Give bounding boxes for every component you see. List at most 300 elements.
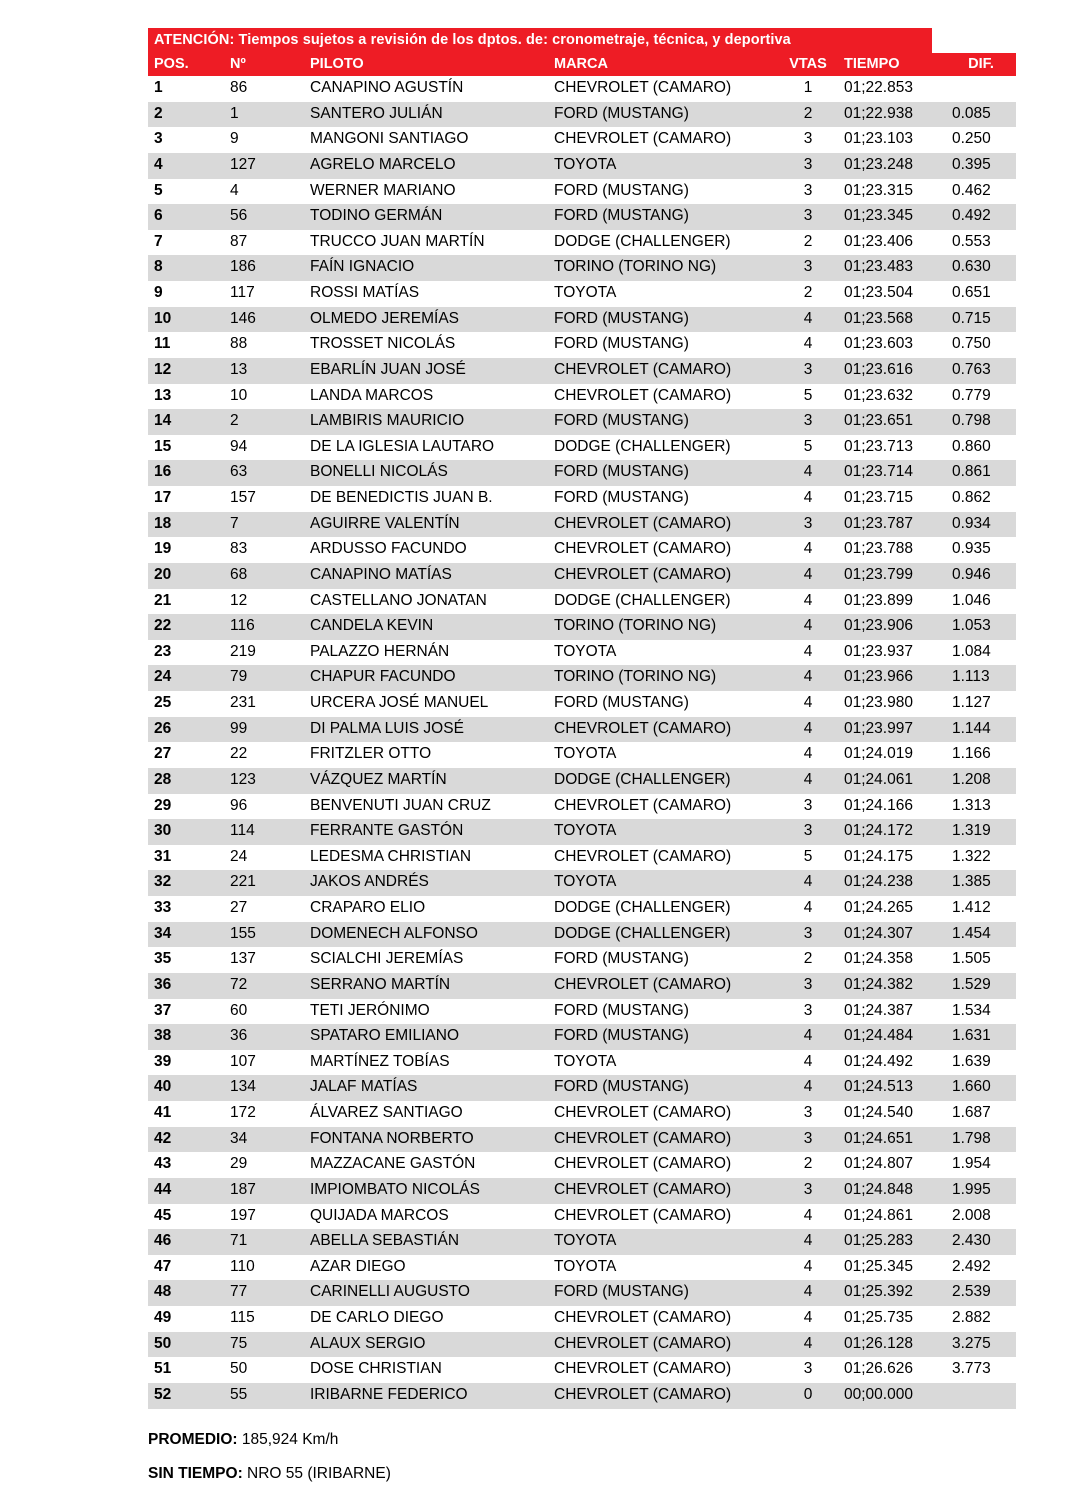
cell-pos: 24 [148,665,224,691]
sin-tiempo-value: NRO 55 (IRIBARNE) [247,1464,391,1482]
table-row [148,794,1016,820]
sin-tiempo-label: SIN TIEMPO: [148,1464,243,1482]
cell-marca: DODGE (CHALLENGER) [548,589,778,615]
cell-marca: TORINO (TORINO NG) [548,614,778,640]
cell-marca: CHEVROLET (CAMARO) [548,512,778,538]
cell-pos: 11 [148,332,224,358]
cell-vtas: 4 [778,665,838,691]
cell-marca: TOYOTA [548,640,778,666]
cell-dif: 1.046 [946,589,1016,615]
table-row [148,409,1016,435]
cell-piloto: MARTÍNEZ TOBÍAS [304,1050,548,1076]
cell-num: 75 [224,1332,304,1358]
cell-tiempo: 01;24.513 [838,1075,946,1101]
cell-pos: 37 [148,999,224,1025]
cell-pos: 40 [148,1075,224,1101]
cell-vtas: 4 [778,1075,838,1101]
cell-num: 197 [224,1204,304,1230]
cell-piloto: EBARLÍN JUAN JOSÉ [304,358,548,384]
cell-num: 99 [224,717,304,743]
cell-dif: 0.651 [946,281,1016,307]
cell-tiempo: 01;23.715 [838,486,946,512]
cell-marca: CHEVROLET (CAMARO) [548,384,778,410]
cell-vtas: 3 [778,512,838,538]
cell-vtas: 3 [778,127,838,153]
cell-marca: FORD (MUSTANG) [548,179,778,205]
cell-dif: 2.430 [946,1229,1016,1255]
cell-num: 117 [224,281,304,307]
cell-tiempo: 01;25.283 [838,1229,946,1255]
table-body [148,76,1016,1409]
table-row [148,1024,1016,1050]
cell-dif: 1.208 [946,768,1016,794]
cell-pos: 47 [148,1255,224,1281]
cell-num: 221 [224,870,304,896]
cell-vtas: 4 [778,640,838,666]
table-row [148,204,1016,230]
cell-num: 68 [224,563,304,589]
cell-dif: 1.631 [946,1024,1016,1050]
cell-dif: 0.630 [946,255,1016,281]
cell-pos: 48 [148,1280,224,1306]
cell-vtas: 4 [778,691,838,717]
cell-dif: 2.008 [946,1204,1016,1230]
cell-dif: 0.934 [946,512,1016,538]
cell-pos: 3 [148,127,224,153]
cell-pos: 52 [148,1383,224,1409]
cell-tiempo: 01;24.540 [838,1101,946,1127]
cell-tiempo: 01;24.387 [838,999,946,1025]
cell-tiempo: 01;24.807 [838,1152,946,1178]
table-row [148,614,1016,640]
table-row [148,127,1016,153]
cell-marca: FORD (MUSTANG) [548,1280,778,1306]
promedio-label: PROMEDIO: [148,1430,238,1448]
cell-marca: TOYOTA [548,153,778,179]
column-header-dif: DIF. [946,53,1016,76]
table-row [148,537,1016,563]
cell-marca: CHEVROLET (CAMARO) [548,1178,778,1204]
cell-tiempo: 01;22.853 [838,76,946,102]
cell-num: 63 [224,460,304,486]
cell-piloto: DE CARLO DIEGO [304,1306,548,1332]
cell-num: 24 [224,845,304,871]
cell-marca: FORD (MUSTANG) [548,409,778,435]
cell-num: 107 [224,1050,304,1076]
cell-dif: 1.166 [946,742,1016,768]
cell-pos: 22 [148,614,224,640]
cell-vtas: 0 [778,1383,838,1409]
cell-pos: 46 [148,1229,224,1255]
cell-vtas: 4 [778,1050,838,1076]
cell-tiempo: 01;24.861 [838,1204,946,1230]
cell-dif: 1.322 [946,845,1016,871]
cell-vtas: 3 [778,255,838,281]
cell-dif: 0.395 [946,153,1016,179]
cell-num: 114 [224,819,304,845]
cell-tiempo: 01;26.626 [838,1357,946,1383]
cell-marca: FORD (MUSTANG) [548,999,778,1025]
cell-dif: 0.862 [946,486,1016,512]
cell-tiempo: 01;24.175 [838,845,946,871]
cell-pos: 36 [148,973,224,999]
cell-dif: 1.053 [946,614,1016,640]
table-row [148,1050,1016,1076]
cell-num: 2 [224,409,304,435]
cell-num: 34 [224,1127,304,1153]
promedio-value: 185,924 Km/h [241,1430,339,1448]
cell-num: 110 [224,1255,304,1281]
cell-marca: TOYOTA [548,1050,778,1076]
cell-marca: FORD (MUSTANG) [548,460,778,486]
table-row [148,845,1016,871]
cell-vtas: 4 [778,1204,838,1230]
cell-tiempo: 01;23.899 [838,589,946,615]
cell-vtas: 4 [778,1229,838,1255]
cell-tiempo: 01;24.382 [838,973,946,999]
cell-tiempo: 01;23.406 [838,230,946,256]
cell-marca: TORINO (TORINO NG) [548,665,778,691]
cell-piloto: DI PALMA LUIS JOSÉ [304,717,548,743]
table-row [148,973,1016,999]
table-row [148,742,1016,768]
cell-num: 83 [224,537,304,563]
cell-vtas: 4 [778,332,838,358]
cell-vtas: 4 [778,460,838,486]
cell-tiempo: 01;23.632 [838,384,946,410]
cell-pos: 13 [148,384,224,410]
cell-piloto: ÁLVAREZ SANTIAGO [304,1101,548,1127]
cell-vtas: 4 [778,896,838,922]
table-row [148,922,1016,948]
cell-dif: 2.882 [946,1306,1016,1332]
cell-piloto: FRITZLER OTTO [304,742,548,768]
cell-num: 60 [224,999,304,1025]
cell-vtas: 4 [778,589,838,615]
cell-num: 77 [224,1280,304,1306]
cell-pos: 28 [148,768,224,794]
cell-tiempo: 01;23.980 [838,691,946,717]
cell-vtas: 4 [778,768,838,794]
cell-dif: 1.995 [946,1178,1016,1204]
cell-tiempo: 01;23.906 [838,614,946,640]
cell-piloto: DOSE CHRISTIAN [304,1357,548,1383]
cell-piloto: AGUIRRE VALENTÍN [304,512,548,538]
cell-piloto: CASTELLANO JONATAN [304,589,548,615]
cell-piloto: ROSSI MATÍAS [304,281,548,307]
cell-vtas: 4 [778,1306,838,1332]
cell-pos: 2 [148,102,224,128]
cell-num: 56 [224,204,304,230]
cell-tiempo: 01;23.504 [838,281,946,307]
cell-num: 12 [224,589,304,615]
cell-num: 27 [224,896,304,922]
cell-marca: CHEVROLET (CAMARO) [548,76,778,102]
cell-piloto: TETI JERÓNIMO [304,999,548,1025]
cell-dif: 1.954 [946,1152,1016,1178]
cell-vtas: 3 [778,1127,838,1153]
cell-pos: 16 [148,460,224,486]
cell-tiempo: 01;23.345 [838,204,946,230]
cell-tiempo: 01;24.848 [838,1178,946,1204]
cell-pos: 34 [148,922,224,948]
cell-marca: CHEVROLET (CAMARO) [548,1383,778,1409]
table-row [148,1075,1016,1101]
cell-tiempo: 01;23.651 [838,409,946,435]
cell-marca: CHEVROLET (CAMARO) [548,127,778,153]
table-row [148,512,1016,538]
table-row [148,768,1016,794]
cell-num: 50 [224,1357,304,1383]
cell-pos: 17 [148,486,224,512]
cell-vtas: 3 [778,1101,838,1127]
cell-num: 123 [224,768,304,794]
cell-piloto: SCIALCHI JEREMÍAS [304,947,548,973]
cell-tiempo: 01;23.787 [838,512,946,538]
table-row [148,332,1016,358]
cell-dif: 0.250 [946,127,1016,153]
cell-tiempo: 01;24.492 [838,1050,946,1076]
cell-tiempo: 01;24.166 [838,794,946,820]
cell-tiempo: 01;23.799 [838,563,946,589]
cell-tiempo: 01;23.788 [838,537,946,563]
cell-piloto: FAÍN IGNACIO [304,255,548,281]
table-header [148,53,1016,76]
cell-marca: TORINO (TORINO NG) [548,255,778,281]
cell-tiempo: 01;23.616 [838,358,946,384]
cell-dif: 0.798 [946,409,1016,435]
cell-vtas: 2 [778,281,838,307]
cell-marca: TOYOTA [548,742,778,768]
cell-marca: DODGE (CHALLENGER) [548,768,778,794]
cell-piloto: FERRANTE GASTÓN [304,819,548,845]
cell-piloto: CANAPINO MATÍAS [304,563,548,589]
cell-dif [946,76,1016,102]
cell-num: 29 [224,1152,304,1178]
cell-num: 231 [224,691,304,717]
cell-piloto: CARINELLI AUGUSTO [304,1280,548,1306]
column-header-tiempo: TIEMPO [838,53,946,76]
table-row [148,665,1016,691]
promedio-line [148,1431,932,1449]
cell-piloto: LANDA MARCOS [304,384,548,410]
cell-marca: CHEVROLET (CAMARO) [548,1357,778,1383]
cell-tiempo: 01;24.358 [838,947,946,973]
cell-dif: 0.935 [946,537,1016,563]
cell-vtas: 3 [778,1357,838,1383]
cell-marca: DODGE (CHALLENGER) [548,230,778,256]
cell-marca: CHEVROLET (CAMARO) [548,1152,778,1178]
cell-dif: 3.773 [946,1357,1016,1383]
cell-pos: 30 [148,819,224,845]
cell-marca: FORD (MUSTANG) [548,204,778,230]
cell-num: 96 [224,794,304,820]
cell-num: 146 [224,307,304,333]
revision-notice: ATENCIÓN: Tiempos sujetos a revisión de los dptos. de: cronometraje, técnica, y deportiva [148,28,932,53]
cell-tiempo: 01;25.735 [838,1306,946,1332]
cell-pos: 21 [148,589,224,615]
cell-piloto: MAZZACANE GASTÓN [304,1152,548,1178]
cell-tiempo: 01;24.238 [838,870,946,896]
cell-marca: TOYOTA [548,281,778,307]
cell-vtas: 3 [778,819,838,845]
cell-dif: 3.275 [946,1332,1016,1358]
cell-piloto: WERNER MARIANO [304,179,548,205]
cell-piloto: JAKOS ANDRÉS [304,870,548,896]
cell-pos: 5 [148,179,224,205]
results-table [148,53,1016,1409]
table-row [148,1127,1016,1153]
cell-num: 86 [224,76,304,102]
cell-piloto: CANAPINO AGUSTÍN [304,76,548,102]
cell-pos: 43 [148,1152,224,1178]
table-row [148,179,1016,205]
cell-num: 134 [224,1075,304,1101]
cell-piloto: ARDUSSO FACUNDO [304,537,548,563]
cell-piloto: JALAF MATÍAS [304,1075,548,1101]
cell-marca: CHEVROLET (CAMARO) [548,1204,778,1230]
cell-num: 36 [224,1024,304,1050]
cell-piloto: OLMEDO JEREMÍAS [304,307,548,333]
cell-vtas: 3 [778,999,838,1025]
results-sheet [148,28,994,1499]
cell-pos: 50 [148,1332,224,1358]
cell-marca: CHEVROLET (CAMARO) [548,1101,778,1127]
cell-piloto: IMPIOMBATO NICOLÁS [304,1178,548,1204]
table-row [148,281,1016,307]
table-row [148,1383,1016,1409]
cell-vtas: 2 [778,947,838,973]
cell-dif: 0.946 [946,563,1016,589]
cell-vtas: 3 [778,973,838,999]
cell-marca: CHEVROLET (CAMARO) [548,1332,778,1358]
cell-dif: 0.750 [946,332,1016,358]
cell-marca: FORD (MUSTANG) [548,1075,778,1101]
cell-marca: DODGE (CHALLENGER) [548,896,778,922]
cell-piloto: LEDESMA CHRISTIAN [304,845,548,871]
table-row [148,1178,1016,1204]
cell-pos: 29 [148,794,224,820]
cell-piloto: URCERA JOSÉ MANUEL [304,691,548,717]
cell-piloto: TROSSET NICOLÁS [304,332,548,358]
cell-tiempo: 01;24.307 [838,922,946,948]
column-header-vtas: VTAS [778,53,838,76]
cell-dif: 1.084 [946,640,1016,666]
cell-num: 137 [224,947,304,973]
cell-pos: 12 [148,358,224,384]
cell-piloto: ALAUX SERGIO [304,1332,548,1358]
cell-pos: 45 [148,1204,224,1230]
table-row [148,691,1016,717]
cell-vtas: 3 [778,204,838,230]
cell-num: 115 [224,1306,304,1332]
cell-piloto: QUIJADA MARCOS [304,1204,548,1230]
cell-pos: 25 [148,691,224,717]
table-row [148,307,1016,333]
table-row [148,153,1016,179]
cell-piloto: VÁZQUEZ MARTÍN [304,768,548,794]
cell-vtas: 3 [778,1178,838,1204]
cell-pos: 38 [148,1024,224,1050]
cell-marca: FORD (MUSTANG) [548,102,778,128]
table-row [148,1255,1016,1281]
footer-summary [148,1431,932,1483]
cell-num: 88 [224,332,304,358]
cell-dif: 2.539 [946,1280,1016,1306]
cell-piloto: SPATARO EMILIANO [304,1024,548,1050]
cell-vtas: 4 [778,486,838,512]
cell-vtas: 2 [778,230,838,256]
cell-dif: 1.144 [946,717,1016,743]
cell-marca: FORD (MUSTANG) [548,307,778,333]
cell-tiempo: 01;23.483 [838,255,946,281]
table-row [148,1229,1016,1255]
cell-pos: 44 [148,1178,224,1204]
table-row [148,640,1016,666]
table-row [148,1306,1016,1332]
cell-dif: 1.412 [946,896,1016,922]
cell-dif: 1.534 [946,999,1016,1025]
cell-tiempo: 01;23.713 [838,435,946,461]
cell-dif: 0.861 [946,460,1016,486]
cell-tiempo: 01;23.937 [838,640,946,666]
column-header-piloto: PILOTO [304,53,548,76]
cell-marca: FORD (MUSTANG) [548,691,778,717]
cell-num: 79 [224,665,304,691]
cell-vtas: 2 [778,1152,838,1178]
cell-marca: FORD (MUSTANG) [548,1024,778,1050]
cell-marca: FORD (MUSTANG) [548,947,778,973]
cell-piloto: TODINO GERMÁN [304,204,548,230]
cell-dif: 0.085 [946,102,1016,128]
table-row [148,76,1016,102]
cell-marca: CHEVROLET (CAMARO) [548,973,778,999]
cell-marca: CHEVROLET (CAMARO) [548,717,778,743]
cell-tiempo: 01;26.128 [838,1332,946,1358]
cell-pos: 49 [148,1306,224,1332]
cell-pos: 35 [148,947,224,973]
cell-pos: 26 [148,717,224,743]
cell-tiempo: 00;00.000 [838,1383,946,1409]
header-row [148,53,1016,76]
cell-pos: 6 [148,204,224,230]
table-row [148,589,1016,615]
cell-marca: CHEVROLET (CAMARO) [548,1127,778,1153]
cell-vtas: 1 [778,76,838,102]
cell-tiempo: 01;25.392 [838,1280,946,1306]
cell-vtas: 4 [778,307,838,333]
cell-marca: CHEVROLET (CAMARO) [548,358,778,384]
cell-pos: 20 [148,563,224,589]
table-row [148,102,1016,128]
table-row [148,1280,1016,1306]
cell-pos: 7 [148,230,224,256]
cell-tiempo: 01;25.345 [838,1255,946,1281]
cell-tiempo: 01;22.938 [838,102,946,128]
cell-tiempo: 01;23.103 [838,127,946,153]
cell-marca: TOYOTA [548,870,778,896]
cell-piloto: DOMENECH ALFONSO [304,922,548,948]
cell-tiempo: 01;23.714 [838,460,946,486]
cell-marca: DODGE (CHALLENGER) [548,435,778,461]
cell-dif [946,1383,1016,1409]
cell-vtas: 5 [778,435,838,461]
cell-pos: 18 [148,512,224,538]
cell-tiempo: 01;24.172 [838,819,946,845]
table-row [148,896,1016,922]
cell-vtas: 3 [778,409,838,435]
cell-dif: 1.687 [946,1101,1016,1127]
